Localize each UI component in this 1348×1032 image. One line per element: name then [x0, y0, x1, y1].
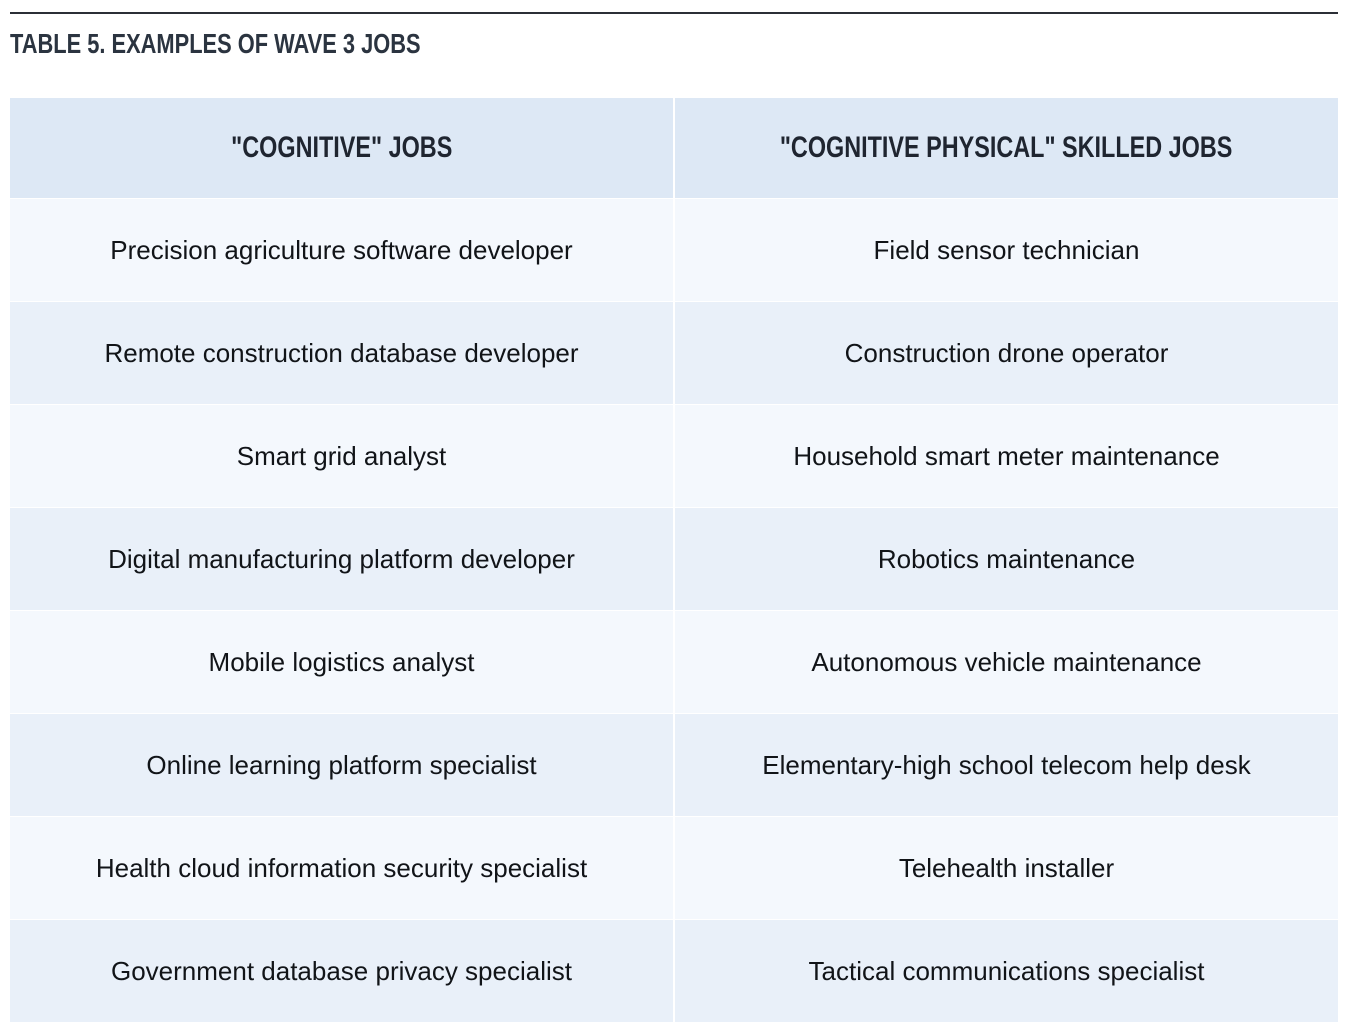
- physical-job-cell: Elementary-high school telecom help desk: [674, 714, 1338, 817]
- physical-job-cell: Field sensor technician: [674, 199, 1338, 302]
- table-row: [10, 405, 1338, 508]
- table-row: [10, 714, 1338, 817]
- header-label: "COGNITIVE" JOBS: [230, 131, 453, 164]
- physical-job-cell: Tactical communications specialist: [674, 920, 1338, 1023]
- physical-job-cell: Household smart meter maintenance: [674, 405, 1338, 508]
- cognitive-job-cell: Smart grid analyst: [10, 405, 674, 508]
- header-cognitive-jobs: [10, 98, 674, 199]
- table-row: [10, 302, 1338, 405]
- cognitive-job-cell: Remote construction database developer: [10, 302, 674, 405]
- header-cognitive-physical-jobs: [674, 98, 1338, 199]
- cognitive-job-cell: Health cloud information security specialist: [10, 817, 674, 920]
- cognitive-job-cell: Mobile logistics analyst: [10, 611, 674, 714]
- cognitive-job-cell: Digital manufacturing platform developer: [10, 508, 674, 611]
- header-label: "COGNITIVE PHYSICAL" SKILLED JOBS: [780, 131, 1233, 164]
- table-title: TABLE 5. EXAMPLES OF WAVE 3 JOBS: [10, 28, 421, 59]
- physical-job-cell: Robotics maintenance: [674, 508, 1338, 611]
- top-rule: [10, 12, 1338, 14]
- table-row: [10, 611, 1338, 714]
- table-row: [10, 817, 1338, 920]
- cognitive-job-cell: Government database privacy specialist: [10, 920, 674, 1023]
- table-row: [10, 920, 1338, 1023]
- physical-job-cell: Telehealth installer: [674, 817, 1338, 920]
- physical-job-cell: Construction drone operator: [674, 302, 1338, 405]
- table-header-row: [10, 98, 1338, 199]
- jobs-table: [10, 98, 1338, 1022]
- cognitive-job-cell: Online learning platform specialist: [10, 714, 674, 817]
- table-row: [10, 199, 1338, 302]
- table-row: [10, 508, 1338, 611]
- cognitive-job-cell: Precision agriculture software developer: [10, 199, 674, 302]
- physical-job-cell: Autonomous vehicle maintenance: [674, 611, 1338, 714]
